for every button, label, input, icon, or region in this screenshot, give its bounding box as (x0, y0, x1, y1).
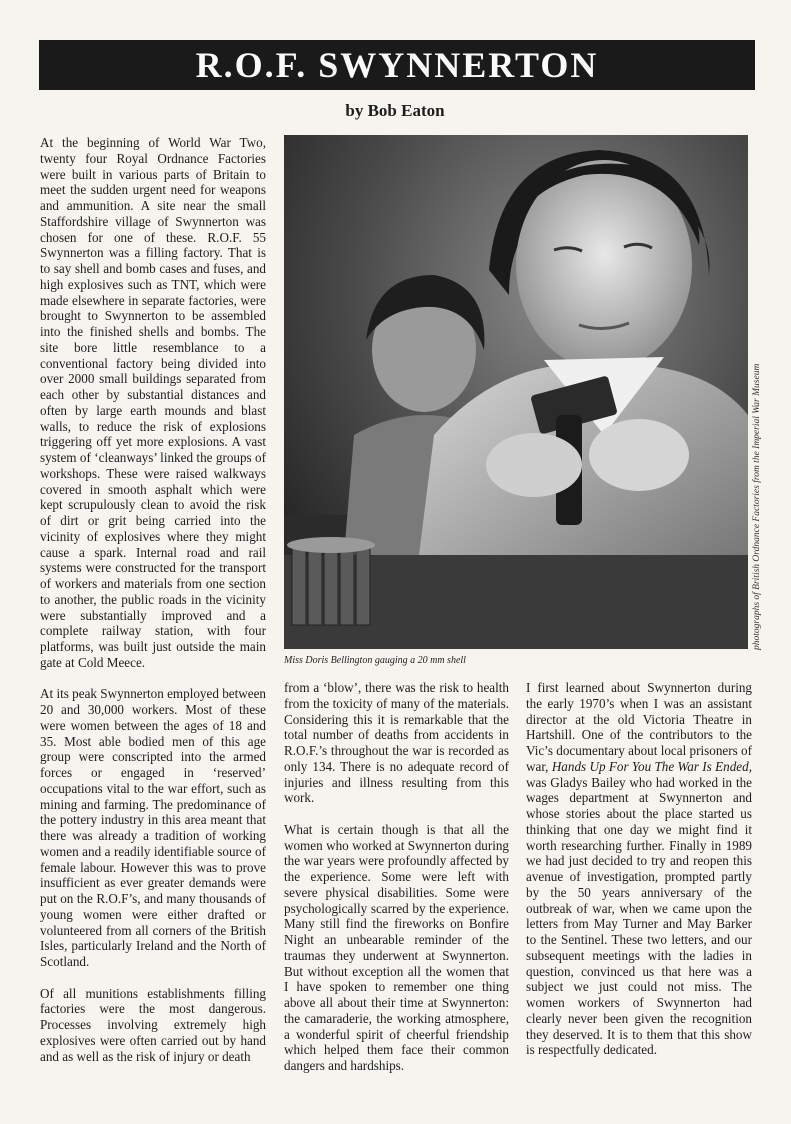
photo-illustration (284, 135, 748, 649)
photo-caption: Miss Doris Bellington gauging a 20 mm shell (284, 655, 466, 666)
paragraph: At its peak Swynnerton employed between 20 and 30,000 workers. Most of these were women between the ages of 18 and 35. Most able bodied men of this age group were conscripted into the armed forces or engaged in ‘reserved’ occupations vital to the war effort, such as mining and farming. The predominance of the pottery industry in this area meant that there was already a tradition of working women and a readily identifiable source of female labour. However this was to prove insufficient as ever greater demands were put on the R.O.F’s, and many thousands of young women were either drafted or volunteered from all corners of the British Isles, particularly Ireland and the North of Scotland. (40, 686, 266, 969)
article-title: R.O.F. SWYNNERTON (39, 40, 755, 90)
paragraph: What is certain though is that all the women who worked at Swynnerton during the war years were profoundly affected by the experience. Some were left with severe physical disabilities. Some were psychologically scarred by the experience. Many still find the fireworks on Bonfire Night an unbearable reminder of the traumas they underwent at Swynnerton. But without exception all the women that I have spoken to remember one thing above all about their time at Swynnerton: the camaraderie, the working atmosphere, a wonderful spirit of cheerful friendship which helped them face their common dangers and hardships. (284, 821, 509, 1073)
paragraph: Of all munitions establishments filling factories were the most dangerous. Processes involving extremely high explosives were often carried out by hand and as well as the risk of injury or death (40, 985, 266, 1064)
column-2 (284, 680, 509, 1090)
paragraph: At the beginning of World War Two, twenty four Royal Ordnance Factories were built in various parts of Britain to meet the sudden urgent need for weapons and ammunition. A site near the small Staffordshire village of Swynnerton was chosen for one of these. R.O.F. 55 Swynnerton was a filling factory. That is to say shell and bomb cases and fuses, and high explosives such as TNT, which were made elsewhere in separate factories, were brought to Swynnerton to be assembled into the finished shells and bombs. The site bore little resemblance to a conventional factory being divided into over 2000 small buildings separated from each other by substantial distances and often by large earth mounds and blast walls, to reduce the risk of explosions triggering off yet more explosions. A vast system of ‘cleanways’ linked the groups of workshops. These were raised walkways covered in smooth asphalt which were kept scrupulously clean to avoid the risk of dirt or grit being carried into the vicinity of explosives where they might cause a spark. Internal road and rail systems were constructed for the transport of workers and materials from one section to another, the public roads in the vicinity were substantially improved and a complete railway station, with four platforms, was built just outside the main gate at Cold Meece. (40, 135, 266, 670)
column-1 (40, 135, 266, 1080)
byline: by Bob Eaton (345, 101, 445, 120)
paragraph-text: was Gladys Bailey who had worked in the wages department at Swynnerton and whose stories about the place started us thinking that one day we might find it worth researching further. Finally in 1989 we had just decided to try and reopen this avenue of investigation, prompted partly by the 50 years anniversary of the outbreak of war, when we came upon the letters from May Turner and May Barker to the Sentinel. These two letters, and our subsequent meetings with the ladies in question, convinced us that here was a subject we just could not miss. The women workers of Swynnerton had clearly never been given the recognition they deserved. It is to them that this show is respectfully dedicated. (526, 774, 752, 1058)
factory-worker-photo (284, 135, 748, 649)
paragraph: from a ‘blow’, there was the risk to health from the toxicity of many of the materials. Considering this it is remarkable that the total number of deaths from accidents in R.O.F.’s throughout the war is recorded as only 134. There is no adequate record of injuries and illness resulting from this work. (284, 680, 509, 806)
paragraph-text: I first learned about Swynnerton during the early 1970’s when I was an assistant director at the old Victoria Theatre in Hartshill. One of the contributors to the Vic’s documentary about local prisoners of war, (526, 680, 752, 774)
photo-credit: photographs of British Ordnance Factories from the Imperial War Museum (752, 363, 762, 650)
documentary-title: Hands Up For You The War Is Ended, (551, 758, 752, 774)
column-3 (526, 680, 752, 1074)
paragraph (526, 680, 752, 1058)
